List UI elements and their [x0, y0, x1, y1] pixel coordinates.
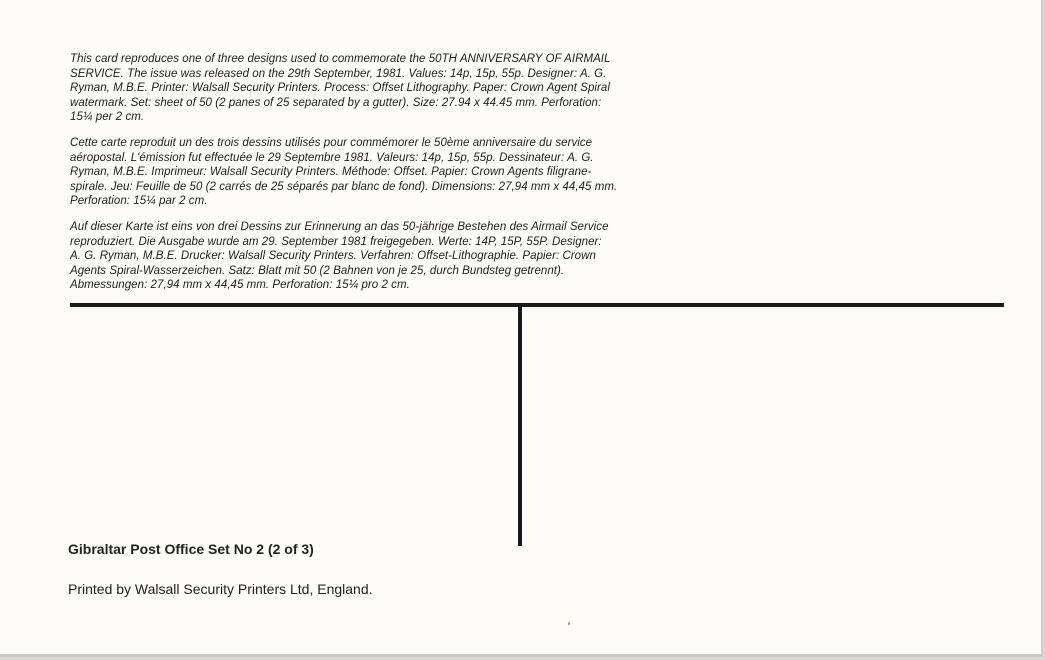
set-title: Gibraltar Post Office Set No 2 (2 of 3)	[68, 541, 314, 557]
paper-speck	[568, 622, 570, 625]
description-french: Cette carte reproduit un des trois dessins utilisés pour commémorer le 50ème anniversaire du service aéropostal. L'émission fut effectuée le 29 Septembre 1981. Valeurs: 14p, 15p, 55p. Dessinateur: A. G. Ryman, M.B.E. Imprimeur: Walsall Security Printers. Méthode: Offset. Papier: Crown Agents filigrane- spirale. Jeu: Feuille de 50 (2 carrés de 25 séparés par blanc de fond). Dimensions: 27,94 mm x 44,45 mm. Perforation: 15¼ par 2 cm.	[70, 137, 618, 208]
printer-credit: Printed by Walsall Security Printers Ltd, England.	[68, 581, 373, 597]
vertical-divider	[518, 303, 522, 546]
description-english: This card reproduces one of three designs used to commemorate the 50TH ANNIVERSARY OF AIRMAIL SERVICE. The issue was released on the 29th September, 1981. Values: 14p, 15p, 55p. Designer: A. G. Ryman, M.B.E. Printer: Walsall Security Printers. Process: Offset Lithography. Paper: Crown Agent Spiral watermark. Set: sheet of 50 (2 panes of 25 separated by a gutter). Size: 27.94 x 44.45 mm. Perforation: 15¼ per 2 cm.	[70, 53, 611, 124]
horizontal-divider	[70, 303, 1004, 307]
description-german: Auf dieser Karte ist eins von drei Dessins zur Erinnerung an das 50-jährige Bestehen des Airmail Service reproduziert. Die Ausgabe wurde am 29. September 1981 freigegeben. Werte: 14P, 15P, 55P. Designer: A. G. Ryman, M.B.E. Drucker: Walsall Security Printers. Verfahren: Offset-Lithographie. Papier: Crown Agents Spiral-Wasserzeichen. Satz: Blatt mit 50 (2 Bahnen von je 25, durch Bundsteg getrennt). Abmessungen: 27,94 mm x 44,45 mm. Perforation: 15¼ pro 2 cm.	[70, 221, 609, 292]
